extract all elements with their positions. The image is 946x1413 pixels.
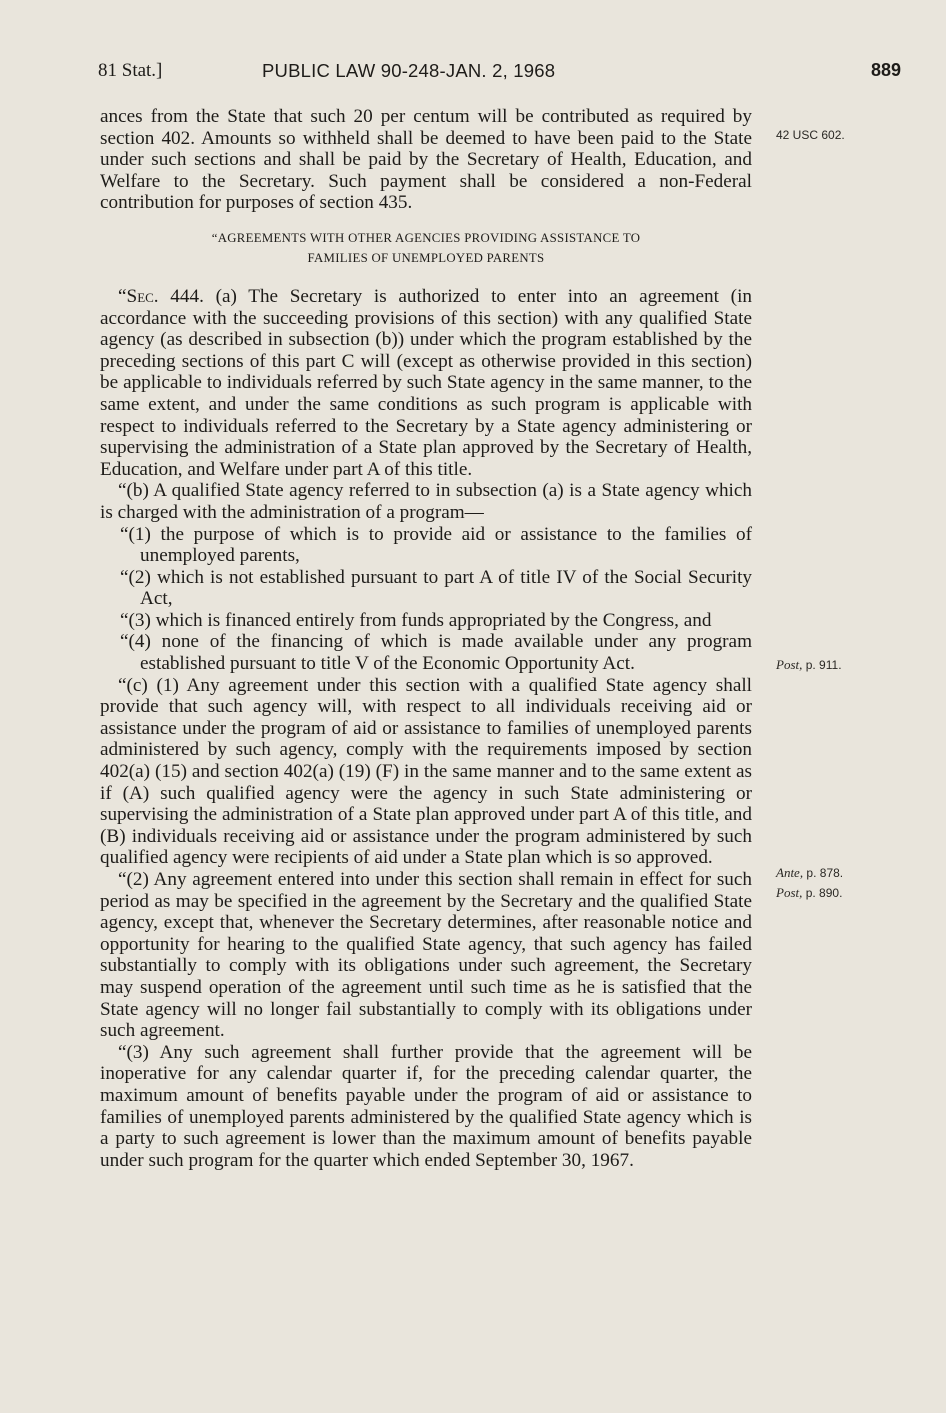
list-item: “(1) the purpose of which is to provide aid or assistance to the families of unemployed parents, (120, 523, 752, 567)
section-heading-line: FAMILIES OF UNEMPLOYED PARENTS (307, 250, 545, 265)
paragraph-sec-444-c2: “(2) Any agreement entered into under this section shall remain in effect for such period as may be specified in the agreement by the Secretary and the qualified State agency, except that, whenever the Secretary determines, after reasonable notice and opportunity for hearing to the qualified State agency, that such agency has failed substantially to comply with its obligations under such agreement, the Secretary may suspend operation of the agreement until such time as he is satisfied that the State agency will no longer fail substantially to comply with its obligations under such agreement. (100, 869, 752, 1042)
margin-note-post-890 (776, 885, 842, 901)
page-number: 889 (870, 60, 901, 80)
list-item: “(2) which is not established pursuant to part A of title IV of the Social Security Act, (120, 566, 752, 610)
margin-note-ante-878 (776, 865, 843, 881)
paragraph-continuation: ances from the State that such 20 per centum will be contributed as required by section 402. Amounts so withheld shall be deemed to have been paid to the State under such sections and shall be paid by the Secretary of Health, Education, and Welfare to the Secretary. Such payment shall be considered a non-Federal contribution for purposes of section 435. (100, 106, 752, 214)
statute-reference: 81 Stat.] (98, 60, 163, 81)
section-heading (100, 228, 752, 268)
paragraph-sec-444-c3: “(3) Any such agreement shall further provide that the agreement will be inoperative for any calendar quarter if, for the preceding calendar quarter, the maximum amount of benefits payable under the program of aid or assistance to families of unemployed parents administered by the qualified State agency which is a party to such agreement is lower than the maximum amount of benefits payable under such program for the quarter which ended September 30, 1967. (100, 1041, 752, 1171)
margin-note-label: Post, (776, 657, 803, 672)
paragraph-sec-444-a (100, 286, 752, 480)
paragraph-text: 444. (a) The Secretary is authorized to enter into an agreement (in accordance with the succeeding provisions of this section) with any qualified State agency (as described in subsection (b)) under which the program established by the preceding sections of this part C will (except as otherwise provided in this section) be applicable to individuals referred by such State agency in the same manner, to the same extent, and under the same conditions as such program is applicable with respect to individuals referred to the Secretary by a State agency administering or supervising the administration of a State plan approved by the Secretary of Health, Education, and Welfare under part A of this title. (100, 285, 752, 480)
margin-note-post-911 (776, 657, 842, 673)
paragraph-sec-444-c1: “(c) (1) Any agreement under this section with a qualified State agency shall provide that such agency will, with respect to all individuals receiving aid or assistance under the program of aid or assistance to families of unemployed parents administered by such agency, comply with the requirements imposed by section 402(a) (15) and section 402(a) (19) (F) in the same manner and to the same extent as if (A) such qualified agency were the agency in such State administering or supervising the administration of a State plan approved under part A of this title, and (B) individuals receiving aid or assistance under the program administered by such qualified agency were recipients of aid under a State plan which is so approved. (100, 674, 752, 869)
paragraph-sec-444-b: “(b) A qualified State agency referred to in subsection (a) is a State agency which is charged with the administration of a program— (100, 480, 752, 523)
section-heading-line: “AGREEMENTS WITH OTHER AGENCIES PROVIDING ASSISTANCE TO (211, 230, 641, 245)
margin-note-page: p. 911. (805, 658, 842, 672)
list-item: “(4) none of the financing of which is made available under any program established pursuant to title V of the Economic Opportunity Act. (120, 631, 752, 675)
page-header (98, 60, 906, 90)
list-item: “(3) which is financed entirely from funds appropriated by the Congress, and (120, 609, 712, 631)
running-title: PUBLIC LAW 90-248-JAN. 2, 1968 (262, 60, 556, 81)
margin-note-label: Ante, (776, 865, 804, 880)
document-body (100, 106, 752, 1171)
section-label: “Sec. (118, 285, 159, 307)
margin-note-usc: 42 USC 602. (776, 128, 845, 142)
margin-note-page: p. 878. (806, 866, 844, 880)
margin-note-label: Post, (776, 885, 803, 900)
margin-note-page: p. 890. (805, 886, 843, 900)
